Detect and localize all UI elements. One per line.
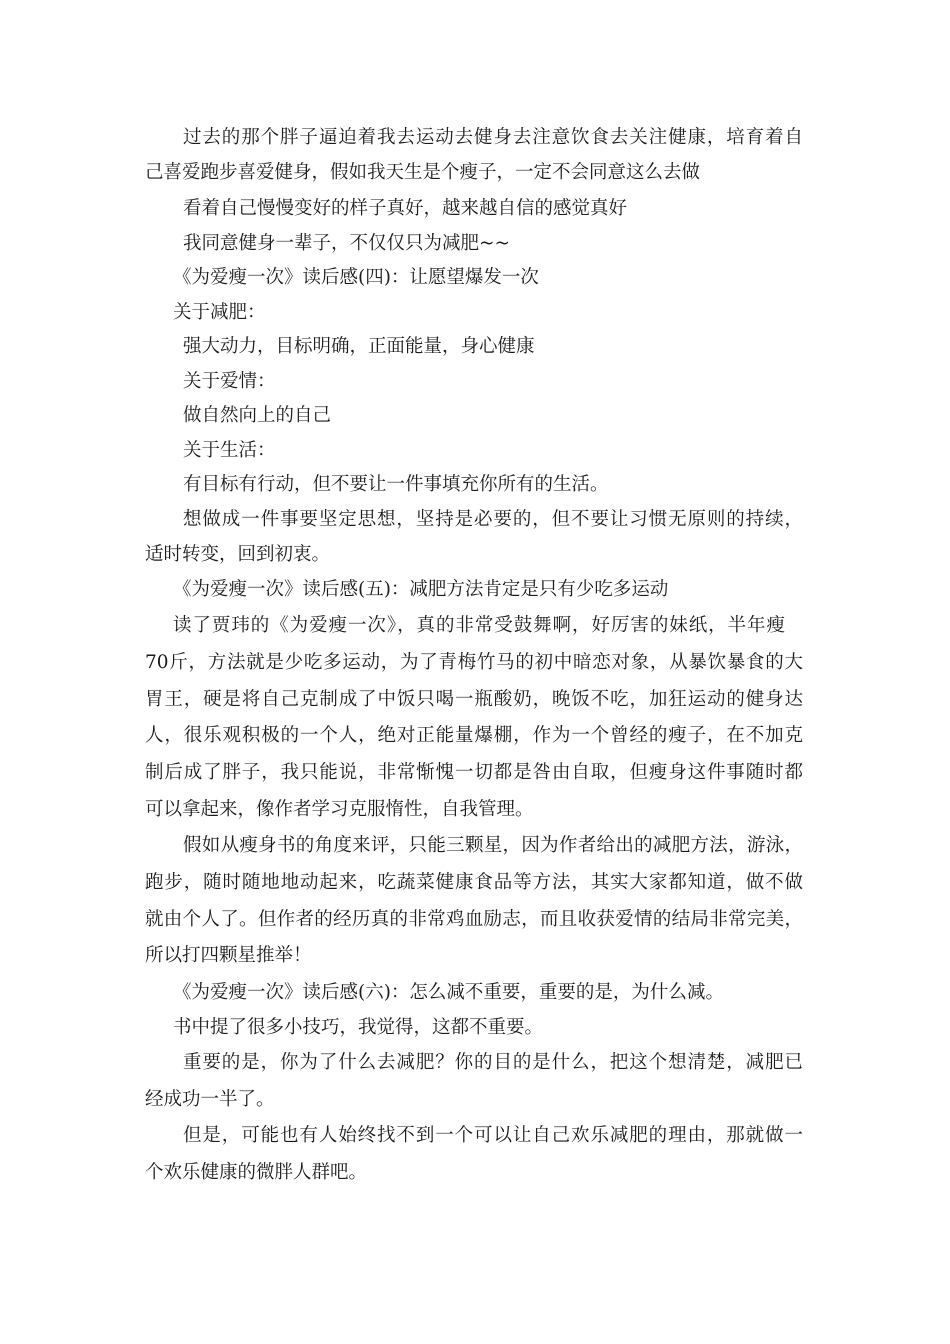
- text-line: 胃王，硬是将自己克制成了中饭只喝一瓶酸奶，晚饭不吃，加狂运动的健身达: [145, 689, 803, 710]
- text-line: 经成功一半了。: [145, 1089, 275, 1110]
- text-line: 70斤，方法就是少吃多运动，为了青梅竹马的初中暗恋对象，从暴饮暴食的大: [145, 652, 803, 673]
- text-line: 关于减肥：: [173, 302, 266, 323]
- text-line: 关于爱情：: [183, 371, 276, 392]
- section-heading: 《为爱瘦一次》读后感(六)：怎么减不重要，重要的是，为什么减。: [173, 982, 724, 1003]
- text-line: 假如从瘦身书的角度来评，只能三颗星，因为作者给出的减肥方法，游泳，: [183, 835, 803, 856]
- text-line: 看着自己慢慢变好的样子真好，越来越自信的感觉真好: [183, 198, 628, 219]
- text-line: 书中提了很多小技巧，我觉得，这都不重要。: [173, 1017, 544, 1038]
- text-line: 读了贾玮的《为爱瘦一次》，真的非常受鼓舞啊，好厉害的妹纸，半年瘦: [173, 615, 785, 636]
- text-line: 过去的那个胖子逼迫着我去运动去健身去注意饮食去关注健康，培育着自: [183, 127, 803, 148]
- text-line: 己喜爱跑步喜爱健身，假如我天生是个瘦子，一定不会同意这么去做: [145, 162, 701, 183]
- text-line: 适时转变，回到初衷。: [145, 544, 331, 565]
- text-line: 就由个人了。但作者的经历真的非常鸡血励志，而且收获爱情的结局非常完美，: [145, 909, 803, 930]
- section-heading: 《为爱瘦一次》读后感(四)：让愿望爆发一次: [173, 267, 539, 288]
- text-line: 制后成了胖子，我只能说，非常惭愧一切都是咎由自取，但瘦身这件事随时都: [145, 762, 803, 783]
- text-line: 可以拿起来，像作者学习克服惰性，自我管理。: [145, 799, 534, 820]
- text-line: 但是，可能也有人始终找不到一个可以让自己欢乐减肥的理由，那就做一: [183, 1125, 803, 1146]
- text-line: 所以打四颗星推举！: [145, 945, 312, 966]
- text-line: 个欢乐健康的微胖人群吧。: [145, 1162, 368, 1183]
- text-line: 关于生活：: [183, 440, 276, 461]
- text-line: 人，很乐观积极的一个人，绝对正能量爆棚，作为一个曾经的瘦子，在不加克: [145, 725, 803, 746]
- text-line: 我同意健身一辈子，不仅仅只为减肥~~: [183, 233, 511, 254]
- text-line: 跑步，随时随地地动起来，吃蔬菜健康食品等方法，其实大家都知道，做不做: [145, 872, 803, 893]
- text-line: 想做成一件事要坚定思想，坚持是必要的，但不要让习惯无原则的持续，: [183, 509, 803, 530]
- text-line: 强大动力，目标明确，正面能量，身心健康: [183, 336, 535, 357]
- text-line: 重要的是，你为了什么去减肥？你的目的是什么，把这个想清楚，减肥已: [183, 1052, 803, 1073]
- text-line: 有目标有行动，但不要让一件事填充你所有的生活。: [183, 474, 609, 495]
- section-heading: 《为爱瘦一次》读后感(五)：减肥方法肯定是只有少吃多运动: [173, 579, 669, 600]
- text-line: 做自然向上的自己: [183, 405, 332, 426]
